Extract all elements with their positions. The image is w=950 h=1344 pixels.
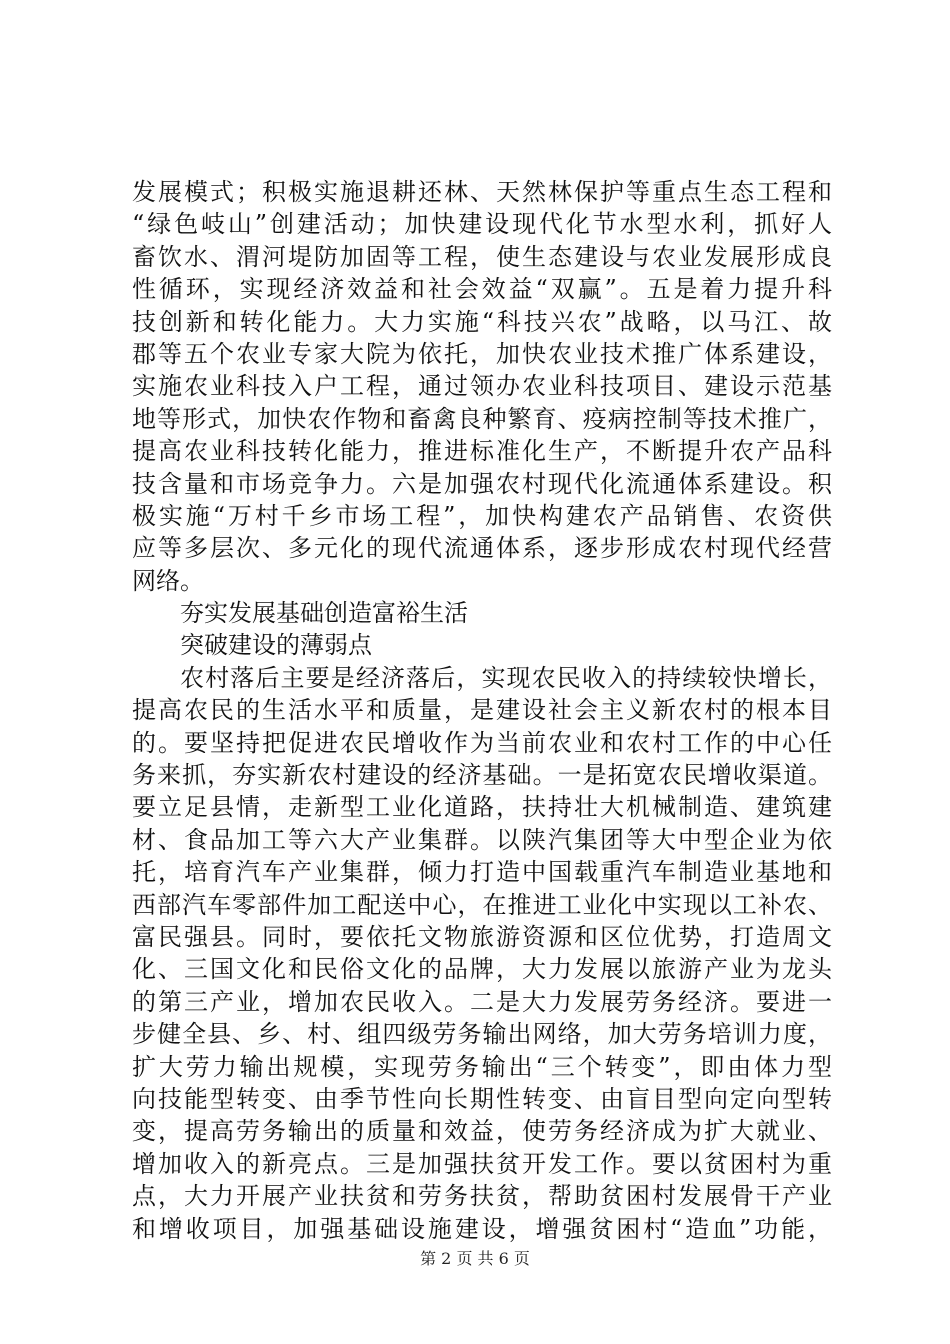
- text-line: 步健全县、乡、村、组四级劳务输出网络，加大劳务培训力度，: [132, 1020, 832, 1049]
- text-line: 的。要坚持把促进农民增收作为当前农业和农村工作的中心任: [132, 728, 832, 757]
- text-line: 扩大劳力输出规模，实现劳务输出“三个转变”，即由体力型: [132, 1052, 832, 1081]
- text-line: 发展模式；积极实施退耕还林、天然林保护等重点生态工程和: [132, 178, 832, 206]
- page-footer: [0, 1249, 950, 1269]
- text-line: 网络。: [132, 566, 204, 595]
- section-subheading: 突破建设的薄弱点: [180, 631, 372, 660]
- text-line: 郡等五个农业专家大院为依托，加快农业技术推广体系建设，: [132, 339, 832, 368]
- page-number-label: 第 2 页 共 6 页: [420, 1249, 530, 1268]
- text-line: 提高农业科技转化能力，推进标准化生产，不断提升农产品科: [132, 437, 832, 466]
- text-line: 的第三产业，增加农民收入。二是大力发展劳务经济。要进一: [132, 987, 832, 1016]
- text-line: “绿色岐山”创建活动；加快建设现代化节水型水利，抓好人: [132, 210, 832, 239]
- text-line: 实施农业科技入户工程，通过领办农业科技项目、建设示范基: [132, 372, 832, 401]
- text-line: 增加收入的新亮点。三是加强扶贫开发工作。要以贫困村为重: [132, 1149, 832, 1178]
- text-line: 化、三国文化和民俗文化的品牌，大力发展以旅游产业为龙头: [132, 955, 832, 984]
- text-line: 材、食品加工等六大产业集群。以陕汽集团等大中型企业为依: [132, 825, 832, 854]
- text-line: 和增收项目，加强基础设施建设，增强贫困村“造血”功能，: [132, 1214, 832, 1243]
- text-line: 技含量和市场竞争力。六是加强农村现代化流通体系建设。积: [132, 469, 832, 498]
- section-heading: 夯实发展基础创造富裕生活: [180, 599, 468, 628]
- text-line: 提高农民的生活水平和质量，是建设社会主义新农村的根本目: [132, 696, 832, 725]
- text-line: 畜饮水、渭河堤防加固等工程，使生态建设与农业发展形成良: [132, 242, 832, 271]
- text-line: 向技能型转变、由季节性向长期性转变、由盲目型向定向型转: [132, 1084, 832, 1113]
- paragraph-first-line: 农村落后主要是经济落后，实现农民收入的持续较快增长，: [180, 663, 832, 692]
- text-line: 极实施“万村千乡市场工程”，加快构建农产品销售、农资供: [132, 501, 832, 530]
- text-line: 富民强县。同时，要依托文物旅游资源和区位优势，打造周文: [132, 922, 832, 951]
- text-line: 点，大力开展产业扶贫和劳务扶贫，帮助贫困村发展骨干产业: [132, 1182, 832, 1211]
- text-line: 应等多层次、多元化的现代流通体系，逐步形成农村现代经营: [132, 534, 832, 563]
- text-line: 要立足县情，走新型工业化道路，扶持壮大机械制造、建筑建: [132, 793, 832, 822]
- text-line: 变，提高劳务输出的质量和效益，使劳务经济成为扩大就业、: [132, 1117, 832, 1146]
- text-line: 技创新和转化能力。大力实施“科技兴农”战略，以马江、故: [132, 307, 832, 336]
- text-line: 性循环，实现经济效益和社会效益“双赢”。五是着力提升科: [132, 275, 832, 304]
- text-line: 托，培育汽车产业集群，倾力打造中国载重汽车制造业基地和: [132, 858, 832, 887]
- body-text: [132, 176, 832, 1245]
- text-line: 西部汽车零部件加工配送中心，在推进工业化中实现以工补农、: [132, 890, 832, 919]
- text-line: 地等形式，加快农作物和畜禽良种繁育、疫病控制等技术推广，: [132, 404, 832, 433]
- text-line: 务来抓，夯实新农村建设的经济基础。一是拓宽农民增收渠道。: [132, 761, 832, 790]
